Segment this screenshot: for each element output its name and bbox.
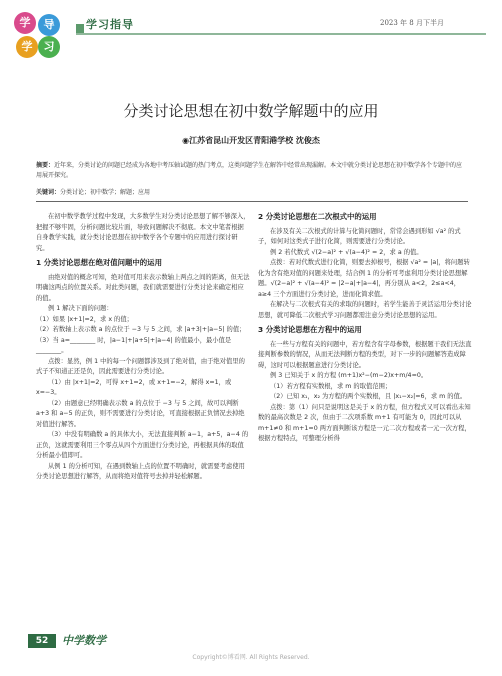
- paragraph: 在解决与二次根式有关的求取的问题时，若学生能善于灵活运用分类讨论思想，就可降低二次根式学习问题都需注意分类讨论思想的运用。: [258, 301, 472, 319]
- keywords-label: 关键词：: [36, 189, 61, 196]
- abstract: [36, 161, 468, 181]
- abstract-text: 近年来，分类讨论的问题已经成为各地中考压轴试题的热门考点，这类问题学生在解答中经常出现漏解。本文中就分类讨论思想在初中数学各个专题中的应用展开探究。: [36, 162, 463, 179]
- solution: （1）由 |x+1|=2，可得 x+1=2，或 x+1=−2，解得 x=1，或 x=−3。: [36, 378, 232, 396]
- hint-paragraph: 点拨：显然，例 1 中的每一个问题都涉及到了绝对值，由于绝对值里的式子不知道正还是负，因此需要进行分类讨论。: [36, 357, 245, 375]
- intro-paragraph: 在初中数学教学过程中发现，大多数学生对分类讨论思想了解不够深入，把握不够牢固，分析问题比较片面，导致问题解决不彻底。本文中笔者根据自身教学实践，就分类讨论思想在初中数学各个专题中的应用进行探讨研究。: [36, 213, 250, 252]
- section-heading: 2 分类讨论思想在二次根式中的运用: [258, 212, 377, 221]
- author-line: ◉江苏省昆山开发区青阳港学校 沈俊杰: [182, 136, 320, 145]
- paragraph: 在涉及有关二次根式的计算与化简问题时，常常会遇到形如 √a² 的式子，如何对这类式子进行化简，则需要进行分类讨论。: [258, 227, 461, 245]
- question: （2）若数轴上表示数 a 的点位于 −3 与 5 之间，求 |a+3|+|a−5| 的值；: [36, 326, 246, 333]
- logo-circle: 学: [14, 12, 36, 34]
- section-heading: 3 分类讨论思想在方程中的运用: [258, 325, 362, 334]
- logo-circle: 习: [38, 36, 60, 58]
- issue-date: 2023 年 8 月下半月: [380, 19, 444, 27]
- logo-circle: 导: [38, 14, 60, 36]
- abstract-divider: [36, 201, 468, 202]
- right-column: [258, 212, 472, 445]
- journal-name: 中学数学: [62, 634, 106, 647]
- solution: （2）由题意已经明确表示数 a 的点位于 −3 与 5 之间，故可以判断 a+3 和 a−5 的正负，则不需要进行分类讨论，可直接根据正负情况去掉绝对值进行解答。: [36, 399, 245, 428]
- hint-paragraph: 点拨：若对代数式进行化简，则要去掉根号，根据 √a² = |a|，将问题转化为含有绝对值的问题来处理，结合例 1 的分析可考虑利用分类讨论思想解题。√(2−a)² + √(a−4)² = |2−a|+|a−4|，再分别从 a<2，2≤a<4，a≥4 三个方面进行分类讨论，进而化简求值。: [258, 259, 470, 298]
- page-number: 52: [28, 634, 56, 648]
- left-column: [36, 212, 250, 483]
- copyright-notice: Copyright©博看网. All Rights Reserved.: [192, 654, 310, 661]
- solution: （3）中没有明确数 a 的具体大小，无法直接判断 a−1，a+5，a−4 的正负，这就需要利用三个零点从四个方面进行分类讨论，再根据具体的取值分析最小值即可。: [36, 431, 249, 459]
- question: （2）已知 x₁，x₂ 为方程的两个实数根，且 |x₁−x₂|=6，求 m 的值。: [270, 393, 467, 400]
- paragraph: 由绝对值的概念可知，绝对值可用来表示数轴上两点之间的距离，但无法明确这两点的位置关系。对此类问题，我们就需要进行分类讨论来确定相应的值。: [36, 273, 250, 302]
- header-divider: [76, 33, 486, 35]
- logo-circle: 学: [16, 36, 38, 58]
- question: （1）如果 |x+1|=2，求 x 的值；: [36, 315, 133, 323]
- column-title: 学习指导: [86, 18, 134, 31]
- example-heading: 例 2 若代数式 √(2−a)² + √(a−4)² = 2，求 a 的值。: [270, 248, 423, 256]
- hint-paragraph: 点拨：第（1）问只是说明这是关于 x 的方程，但方程式又可以看出未知数的最高次数是 2 次，但由于二次项系数 m+1 有可能为 0，因此可以从 m+1≠0 和 m+1=0 两方面判断该方程是一元二次方程或者一元一次方程，根据方程特点，可整理分析得: [258, 403, 471, 442]
- journal-logo: [14, 12, 64, 62]
- example-heading: 例 1 解决下面的问题：: [48, 305, 113, 312]
- abstract-label: 摘要：: [36, 162, 55, 169]
- question: （1）若方程有实数根，求 m 的取值范围；: [270, 382, 392, 390]
- keywords: [36, 187, 468, 196]
- article-title: 分类讨论思想在初中数学解题中的应用: [123, 102, 379, 120]
- paragraph: 从例 1 的分析可知，在遇到数轴上点的位置不明确时，就需要考虑使用分类讨论思想进行解答，从而将绝对值符号去掉并轻松解题。: [36, 462, 245, 480]
- section-heading: 1 分类讨论思想在绝对值问题中的运用: [36, 258, 162, 267]
- paragraph: 在一些与方程有关的问题中，若方程含有字母参数，根据题干我们无法直接判断参数的情况，从而无法判断方程的类型，对下一步的问题解答造成障碍，这时可以根据题意进行分类讨论。: [258, 340, 472, 369]
- question: （3）当 a=________ 时，|a−1|+|a+5|+|a−4| 的值最小，最小值是________。: [36, 336, 232, 354]
- example-heading: 例 3 已知关于 x 的方程 (m+1)x²−(m−2)x+m/4=0。: [270, 372, 428, 379]
- keywords-text: 分类讨论；初中数学；解题；应用: [60, 189, 151, 196]
